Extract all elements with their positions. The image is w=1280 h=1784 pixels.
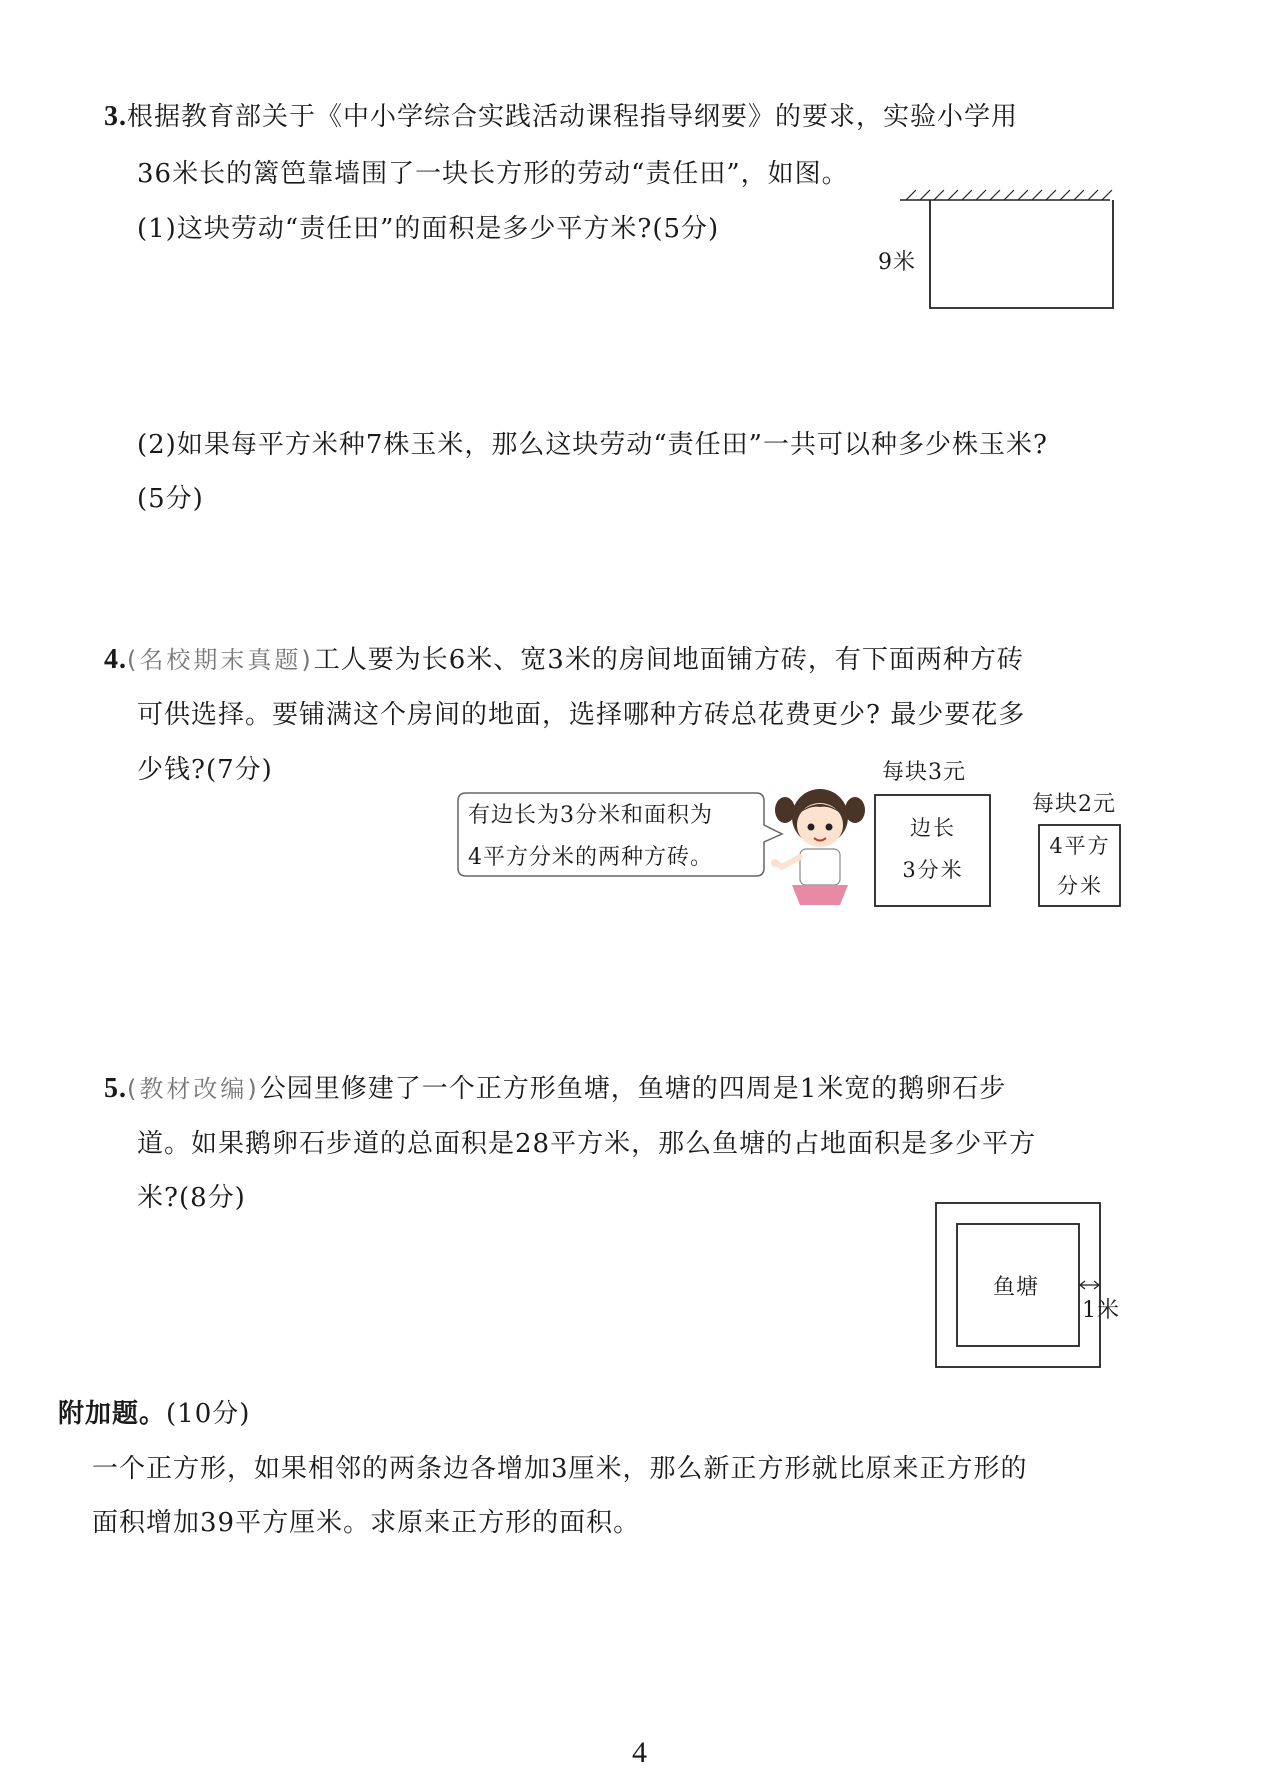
bonus-score: (10分) [166,1399,251,1429]
q5-line2: 道。如果鹅卵石步道的总面积是28平方米，那么鱼塘的占地面积是多少平方 [137,1129,1037,1159]
bubble-line2: 4平方分米的两种方砖。 [468,845,713,870]
bonus-title: 附加题。 [58,1399,167,1429]
q4-line3: 少钱?(7分) [137,755,273,785]
tile1-line2: 3分米 [902,858,964,882]
tile1-line1: 边长 [910,816,956,840]
page-number: 4 [632,1736,647,1769]
bonus-line1: 一个正方形，如果相邻的两条边各增加3厘米，那么新正方形就比原来正方形的 [92,1454,1028,1484]
tile2-line2: 分米 [1057,874,1103,898]
tile2-line1: 4平方 [1049,834,1111,858]
q4-number: 4. [104,644,127,675]
q5-source-tag: (教材改编) [127,1075,260,1103]
q5-number: 5. [104,1073,127,1104]
bubble-line1: 有边长为3分米和面积为 [468,803,713,828]
q3-line1 [104,100,1018,134]
q4-text-line1: 工人要为长6米、宽3米的房间地面铺方砖，有下面两种方砖 [313,645,1024,675]
q3-line2: 36米长的篱笆靠墙围了一块长方形的劳动“责任田”，如图。 [137,159,849,189]
path-width-label: 1米 [1082,1298,1120,1323]
q3-part2-score: (5分) [137,484,204,514]
q5-text-line1: 公园里修建了一个正方形鱼塘，鱼塘的四周是1米宽的鹅卵石步 [259,1074,1007,1104]
q4-source-tag: (名校期末真题) [127,646,314,674]
girl-illustration [770,785,870,915]
q5-line3: 米?(8分) [137,1183,246,1213]
tile2-price: 每块2元 [1032,792,1116,817]
q4-line2: 可供选择。要铺满这个房间的地面，选择哪种方砖总花费更少? 最少要花多 [137,700,1026,730]
pond-label: 鱼塘 [993,1275,1040,1300]
q5-line1 [104,1072,1006,1106]
bonus-line2: 面积增加39平方厘米。求原来正方形的面积。 [92,1508,641,1538]
tile1-price: 每块3元 [882,760,966,785]
q3-fig-label: 9米 [878,250,916,275]
bonus-title-line [58,1397,250,1431]
q3-number: 3. [104,101,127,132]
q3-part1: (1)这块劳动“责任田”的面积是多少平方米?(5分) [137,214,720,244]
q3-text-line1: 根据教育部关于《中小学综合实践活动课程指导纲要》的要求，实验小学用 [127,102,1019,132]
q3-part2: (2)如果每平方米种7株玉米，那么这块劳动“责任田”一共可以种多少株玉米? [137,430,1048,460]
q4-line1 [104,643,1024,677]
q3-field-diagram [900,190,1120,315]
